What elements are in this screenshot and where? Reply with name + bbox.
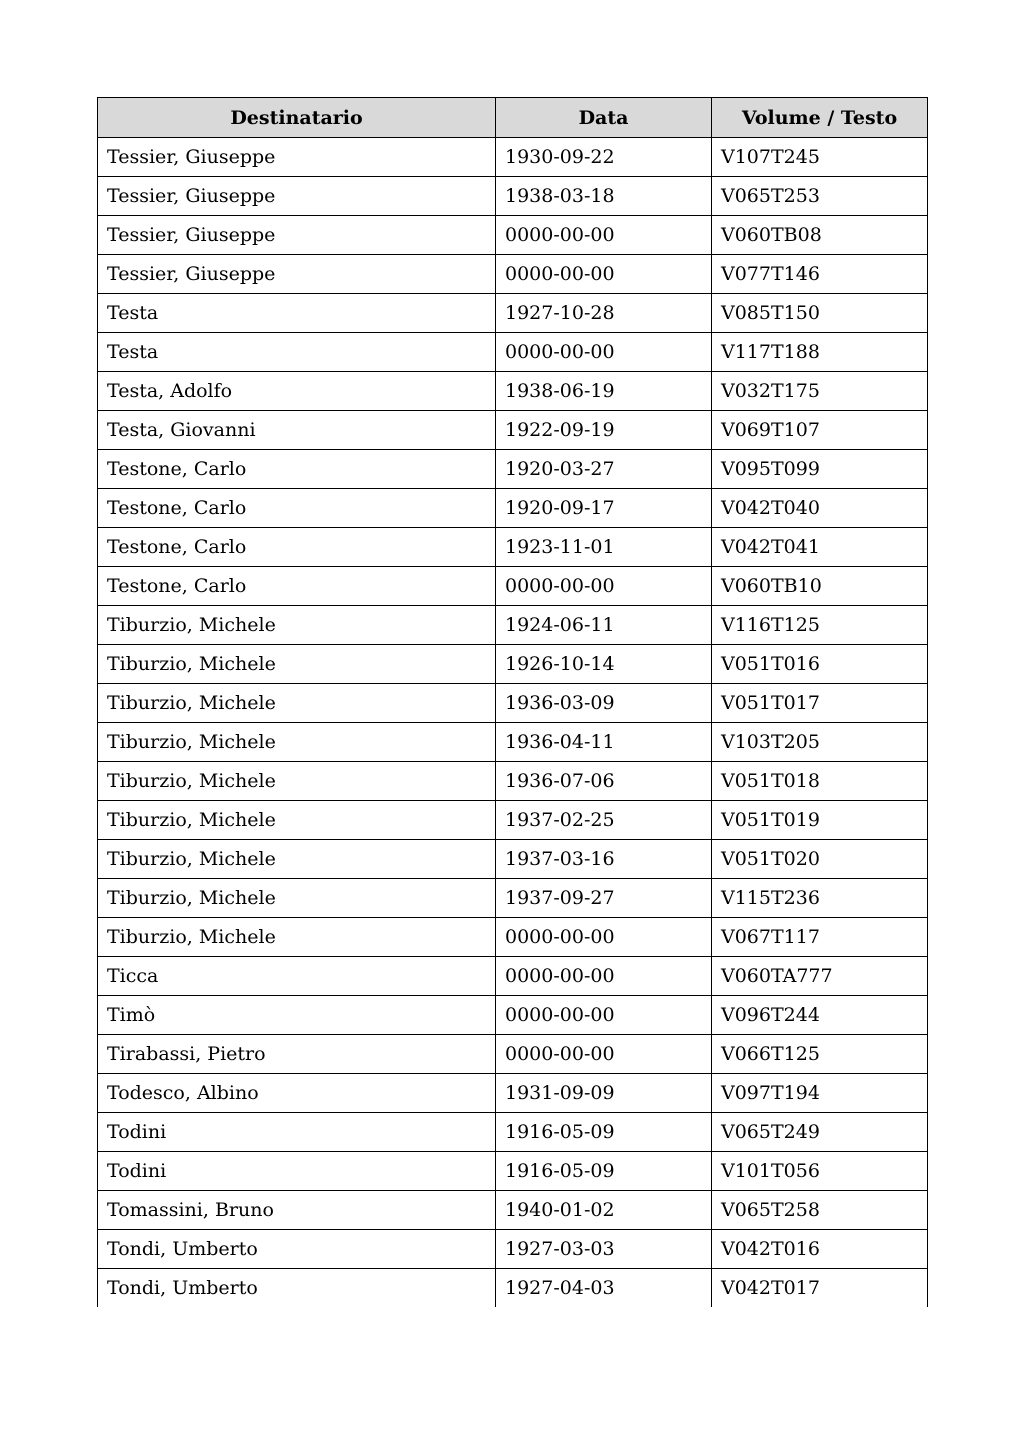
cell-destinatario: Ticca	[98, 957, 496, 996]
table-row	[98, 645, 928, 684]
table-row	[98, 1230, 928, 1269]
cell-data: 1927-10-28	[496, 294, 712, 333]
table-body	[98, 138, 928, 1308]
cell-data: 1926-10-14	[496, 645, 712, 684]
cell-volume-testo: V077T146	[712, 255, 928, 294]
cell-volume-testo: V060TA777	[712, 957, 928, 996]
cell-data: 1920-09-17	[496, 489, 712, 528]
table-row	[98, 372, 928, 411]
cell-destinatario: Tiburzio, Michele	[98, 801, 496, 840]
table-row	[98, 411, 928, 450]
table-row	[98, 762, 928, 801]
cell-data: 0000-00-00	[496, 957, 712, 996]
cell-destinatario: Tessier, Giuseppe	[98, 216, 496, 255]
table-row	[98, 801, 928, 840]
table-row	[98, 1035, 928, 1074]
cell-destinatario: Tiburzio, Michele	[98, 918, 496, 957]
table-row	[98, 1191, 928, 1230]
cell-volume-testo: V042T041	[712, 528, 928, 567]
cell-data: 1930-09-22	[496, 138, 712, 177]
cell-data: 0000-00-00	[496, 996, 712, 1035]
table-row	[98, 957, 928, 996]
cell-volume-testo: V051T017	[712, 684, 928, 723]
cell-destinatario: Tiburzio, Michele	[98, 762, 496, 801]
cell-destinatario: Testone, Carlo	[98, 450, 496, 489]
cell-volume-testo: V117T188	[712, 333, 928, 372]
cell-destinatario: Testone, Carlo	[98, 567, 496, 606]
cell-data: 1927-03-03	[496, 1230, 712, 1269]
table-row	[98, 333, 928, 372]
table-row	[98, 528, 928, 567]
table-row	[98, 255, 928, 294]
cell-data: 1923-11-01	[496, 528, 712, 567]
cell-volume-testo: V107T245	[712, 138, 928, 177]
table-row	[98, 840, 928, 879]
cell-data: 1938-03-18	[496, 177, 712, 216]
cell-volume-testo: V101T056	[712, 1152, 928, 1191]
cell-volume-testo: V065T253	[712, 177, 928, 216]
cell-destinatario: Tiburzio, Michele	[98, 684, 496, 723]
cell-volume-testo: V051T016	[712, 645, 928, 684]
cell-data: 1922-09-19	[496, 411, 712, 450]
cell-data: 0000-00-00	[496, 255, 712, 294]
cell-data: 0000-00-00	[496, 918, 712, 957]
header-destinatario: Destinatario	[98, 98, 496, 138]
cell-destinatario: Timò	[98, 996, 496, 1035]
table-row	[98, 450, 928, 489]
cell-destinatario: Tiburzio, Michele	[98, 645, 496, 684]
cell-volume-testo: V051T018	[712, 762, 928, 801]
cell-data: 1916-05-09	[496, 1113, 712, 1152]
table-row	[98, 1152, 928, 1191]
cell-destinatario: Tondi, Umberto	[98, 1269, 496, 1308]
cell-volume-testo: V096T244	[712, 996, 928, 1035]
cell-data: 1936-07-06	[496, 762, 712, 801]
table-row	[98, 723, 928, 762]
cell-destinatario: Tiburzio, Michele	[98, 723, 496, 762]
cell-destinatario: Testa	[98, 294, 496, 333]
cell-data: 1936-04-11	[496, 723, 712, 762]
table-row	[98, 216, 928, 255]
cell-data: 1937-02-25	[496, 801, 712, 840]
cell-volume-testo: V042T017	[712, 1269, 928, 1308]
cell-volume-testo: V051T020	[712, 840, 928, 879]
cell-data: 1940-01-02	[496, 1191, 712, 1230]
cell-volume-testo: V085T150	[712, 294, 928, 333]
cell-destinatario: Tiburzio, Michele	[98, 840, 496, 879]
cell-volume-testo: V032T175	[712, 372, 928, 411]
cell-destinatario: Todini	[98, 1152, 496, 1191]
cell-destinatario: Tessier, Giuseppe	[98, 255, 496, 294]
cell-destinatario: Tessier, Giuseppe	[98, 177, 496, 216]
table-row	[98, 177, 928, 216]
table-row	[98, 489, 928, 528]
cell-volume-testo: V095T099	[712, 450, 928, 489]
cell-destinatario: Tomassini, Bruno	[98, 1191, 496, 1230]
cell-data: 1920-03-27	[496, 450, 712, 489]
table-row	[98, 1269, 928, 1308]
cell-volume-testo: V066T125	[712, 1035, 928, 1074]
cell-volume-testo: V065T249	[712, 1113, 928, 1152]
table-row	[98, 1113, 928, 1152]
cell-destinatario: Tondi, Umberto	[98, 1230, 496, 1269]
correspondence-table	[97, 97, 928, 1307]
table-row	[98, 606, 928, 645]
cell-volume-testo: V097T194	[712, 1074, 928, 1113]
cell-data: 1916-05-09	[496, 1152, 712, 1191]
table-row	[98, 138, 928, 177]
cell-volume-testo: V051T019	[712, 801, 928, 840]
cell-destinatario: Tiburzio, Michele	[98, 879, 496, 918]
cell-data: 1924-06-11	[496, 606, 712, 645]
cell-volume-testo: V069T107	[712, 411, 928, 450]
cell-destinatario: Testone, Carlo	[98, 489, 496, 528]
cell-destinatario: Tessier, Giuseppe	[98, 138, 496, 177]
table-row	[98, 294, 928, 333]
cell-volume-testo: V116T125	[712, 606, 928, 645]
cell-volume-testo: V115T236	[712, 879, 928, 918]
cell-destinatario: Todesco, Albino	[98, 1074, 496, 1113]
header-volume-testo: Volume / Testo	[712, 98, 928, 138]
cell-data: 1936-03-09	[496, 684, 712, 723]
table-row	[98, 918, 928, 957]
cell-destinatario: Testone, Carlo	[98, 528, 496, 567]
cell-volume-testo: V060TB10	[712, 567, 928, 606]
header-row	[98, 98, 928, 138]
table-row	[98, 684, 928, 723]
cell-data: 0000-00-00	[496, 216, 712, 255]
cell-destinatario: Testa	[98, 333, 496, 372]
cell-data: 0000-00-00	[496, 567, 712, 606]
cell-data: 1937-03-16	[496, 840, 712, 879]
cell-destinatario: Todini	[98, 1113, 496, 1152]
cell-destinatario: Testa, Adolfo	[98, 372, 496, 411]
cell-data: 1927-04-03	[496, 1269, 712, 1308]
cell-volume-testo: V042T040	[712, 489, 928, 528]
cell-volume-testo: V103T205	[712, 723, 928, 762]
cell-destinatario: Tiburzio, Michele	[98, 606, 496, 645]
cell-destinatario: Testa, Giovanni	[98, 411, 496, 450]
table-row	[98, 996, 928, 1035]
table-row	[98, 1074, 928, 1113]
cell-volume-testo: V042T016	[712, 1230, 928, 1269]
cell-destinatario: Tirabassi, Pietro	[98, 1035, 496, 1074]
cell-volume-testo: V060TB08	[712, 216, 928, 255]
cell-data: 1931-09-09	[496, 1074, 712, 1113]
cell-data: 0000-00-00	[496, 333, 712, 372]
cell-volume-testo: V065T258	[712, 1191, 928, 1230]
header-data: Data	[496, 98, 712, 138]
cell-data: 0000-00-00	[496, 1035, 712, 1074]
cell-volume-testo: V067T117	[712, 918, 928, 957]
cell-data: 1938-06-19	[496, 372, 712, 411]
table-row	[98, 567, 928, 606]
table-row	[98, 879, 928, 918]
cell-data: 1937-09-27	[496, 879, 712, 918]
